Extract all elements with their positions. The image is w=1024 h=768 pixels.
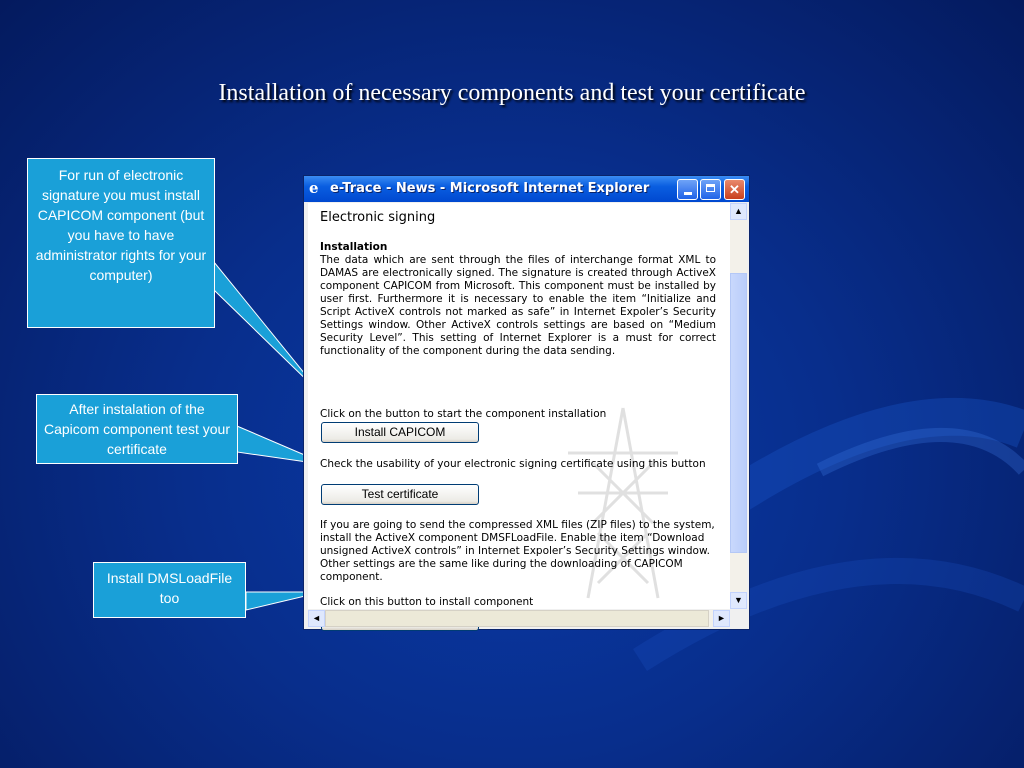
window-title: e-Trace - News - Microsoft Internet Explorer: [330, 181, 650, 196]
scroll-up-button[interactable]: [730, 203, 747, 220]
minimize-icon: [684, 192, 692, 195]
callout-test-certificate: After instalation of the Capicom component test your certificate: [36, 394, 238, 464]
scroll-left-button[interactable]: [308, 610, 325, 627]
test-certificate-button[interactable]: Test certificate: [321, 484, 479, 505]
zip-note: If you are going to send the compressed XML files (ZIP files) to the system, install the ActiveX component DMSFLoadFile. Enable the item “Download unsigned ActiveX controls” in Internet Expoler’s Security Settings window. Other settings are the same like during the downloading of CAPICOM component.: [320, 519, 715, 583]
page-content: [308, 203, 730, 609]
maximize-icon: [706, 184, 715, 192]
arrow-left-icon: ◄: [312, 613, 321, 623]
close-button[interactable]: [724, 179, 745, 200]
callout-capicom: For run of electronic signature you must install CAPICOM component (but you have to have administrator rights for your computer): [27, 158, 215, 328]
installation-heading: Installation: [320, 241, 388, 253]
horizontal-scrollbar[interactable]: [308, 610, 730, 627]
horizontal-scroll-thumb[interactable]: [325, 610, 709, 627]
page-heading: Electronic signing: [320, 210, 436, 225]
window-titlebar[interactable]: [304, 176, 749, 202]
callout-dmsloadfile: Install DMSLoadFile too: [93, 562, 246, 618]
ie-window: [303, 175, 750, 630]
vertical-scrollbar[interactable]: [730, 203, 747, 609]
test-prompt: Check the usability of your electronic signing certificate using this button: [320, 458, 706, 470]
minimize-button[interactable]: [677, 179, 698, 200]
install-capicom-button[interactable]: Install CAPICOM: [321, 422, 479, 443]
arrow-up-icon: ▲: [734, 206, 743, 216]
scroll-right-button[interactable]: [713, 610, 730, 627]
slide-title: Installation of necessary components and test your certificate: [218, 80, 806, 106]
ie-logo-icon: e: [309, 179, 319, 197]
close-icon: ✕: [729, 182, 740, 197]
install-prompt: Click on the button to start the component installation: [320, 408, 607, 420]
arrow-down-icon: ▼: [734, 595, 743, 605]
maximize-button[interactable]: [700, 179, 721, 200]
vertical-scroll-thumb[interactable]: [730, 273, 747, 553]
scroll-down-button[interactable]: [730, 592, 747, 609]
intro-text: The data which are sent through the files of interchange format XML to DAMAS are electronically signed. The signature is created through ActiveX component CAPICOM from Microsoft. This component must be installed by user first. Furthermore it is necessary to enable the item “Initialize and Script ActiveX controls not marked as safe” in Internet Expoler’s Security Settings window. Other ActiveX controls settings are based on “Medium Security Level”. This setting of Internet Explorer is a must for correct functionality of the component during the data sending.: [320, 254, 716, 357]
dms-prompt: Click on this button to install component: [320, 596, 534, 608]
arrow-right-icon: ►: [717, 613, 726, 623]
